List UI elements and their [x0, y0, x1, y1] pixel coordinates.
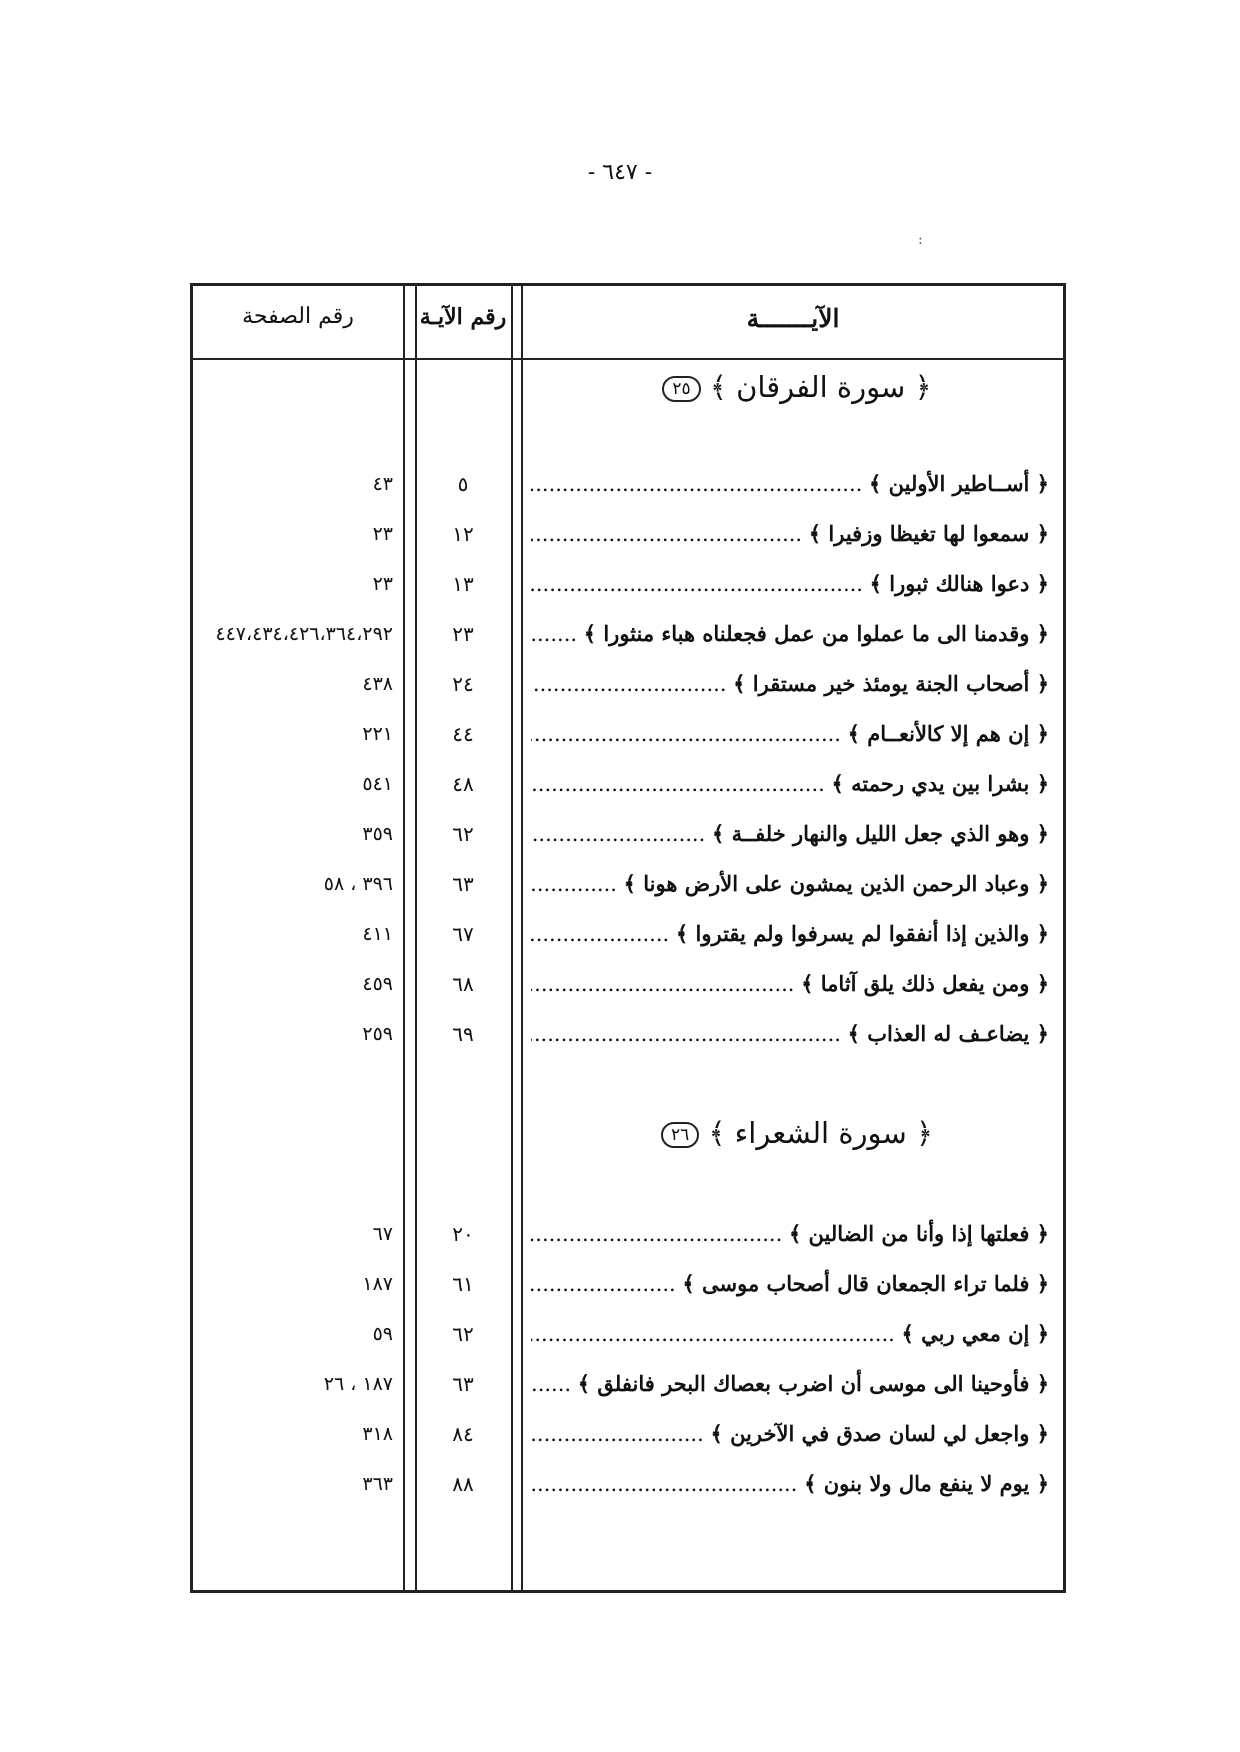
table-row: [193, 766, 1063, 802]
page-references: ٥٤١: [362, 773, 393, 795]
verse-text: ﴿ سمعوا لها تغيظا وزفيرا ﴾ .....: [531, 516, 1049, 552]
ayah-number: ٦١: [452, 1272, 474, 1296]
stray-mark: :: [918, 232, 923, 248]
page-references: ٤٣٨: [362, 673, 393, 695]
verse-text: ﴿ إن معي ربي ﴾ .....: [531, 1316, 1049, 1352]
page-references: ٤٥٩: [362, 973, 393, 995]
ayah-number: ٦٣: [452, 872, 474, 896]
ayah-number: ٦٧: [452, 922, 474, 946]
ayah-number: ١٣: [452, 572, 474, 596]
ayah-number: ٤٨: [452, 772, 474, 796]
page-references: ٢٥٩: [362, 1023, 393, 1045]
table-row: [193, 1216, 1063, 1252]
index-table: [190, 283, 1066, 1593]
ayah-number: ١٢: [452, 522, 474, 546]
page-references: ٥٩: [372, 1323, 393, 1345]
page-references: ٢٣: [372, 523, 393, 545]
ayah-number: ٤٤: [452, 722, 474, 746]
surah-number-badge: ٢٦: [661, 1122, 699, 1148]
table-row: [193, 1266, 1063, 1302]
page-references: ١٨٧: [362, 1273, 393, 1295]
ayah-number: ٦٨: [452, 972, 474, 996]
table-row: [193, 1416, 1063, 1452]
table-row: [193, 716, 1063, 752]
surah-heading: [523, 370, 1063, 404]
table-row: [193, 866, 1063, 902]
table-row: [193, 666, 1063, 702]
page-references: ٢٢١: [362, 723, 393, 745]
table-row: [193, 1016, 1063, 1052]
header-divider: [193, 358, 1063, 360]
ayah-number: ٦٣: [452, 1372, 474, 1396]
table-row: [193, 816, 1063, 852]
verse-text: ﴿ يوم لا ينفع مال ولا بنون ﴾ .....: [531, 1466, 1049, 1502]
verse-text: ﴿ وهو الذي جعل الليل والنهار خلفــة ﴾ .....: [531, 816, 1049, 852]
page-references: ٤١١: [362, 923, 393, 945]
verse-text: ﴿ أصحاب الجنة يومئذ خير مستقرا ﴾ .....: [531, 666, 1049, 702]
header-verse: الآيـــــــة: [746, 304, 840, 333]
ayah-number: ٢٤: [452, 672, 474, 696]
ayah-number: ٥: [457, 472, 469, 496]
ayah-number: ٢٣: [452, 622, 474, 646]
ayah-number: ٦٢: [452, 1322, 474, 1346]
ayah-number: ٨٤: [452, 1422, 474, 1446]
page-references: ١٨٧ ، ٢٦: [323, 1373, 393, 1395]
page-number: - ٦٤٧ -: [587, 160, 653, 185]
verse-text: ﴿ وقدمنا الى ما عملوا من عمل فجعلناه هباء منثورا ﴾ .....: [531, 616, 1049, 652]
verse-text: ﴿ أســاطير الأولين ﴾ .....: [531, 466, 1049, 502]
verse-text: ﴿ فأوحينا الى موسى أن اضرب بعصاك البحر فانفلق ﴾ .....: [531, 1366, 1049, 1402]
page-references: ٤٤٧،٤٣٤،٤٢٦،٣٦٤،٢٩٢: [215, 623, 393, 645]
table-row: [193, 466, 1063, 502]
verse-text: ﴿ دعوا هنالك ثبورا ﴾ .....: [531, 566, 1049, 602]
header-page-number: رقم الصفحة: [242, 304, 354, 329]
verse-text: ﴿ إن هم إلا كالأنعــام ﴾ .....: [531, 716, 1049, 752]
verse-text: ﴿ وعباد الرحمن الذين يمشون على الأرض هونا ﴾ .....: [531, 866, 1049, 902]
page-references: ٢٣: [372, 573, 393, 595]
surah-title: ﴿ سورة الشعراء ﴾: [708, 1116, 934, 1150]
table-row: [193, 1316, 1063, 1352]
verse-text: ﴿ ومن يفعل ذلك يلق آثاما ﴾ .....: [531, 966, 1049, 1002]
table-row: [193, 916, 1063, 952]
page-references: ٣٥٩: [362, 823, 393, 845]
surah-heading: [523, 1116, 1063, 1150]
table-row: [193, 516, 1063, 552]
page-references: ٣١٨: [362, 1423, 393, 1445]
ayah-number: ٦٩: [452, 1022, 474, 1046]
verse-text: ﴿ والذين إذا أنفقوا لم يسرفوا ولم يقتروا ﴾ .....: [531, 916, 1049, 952]
ayah-number: ٨٨: [452, 1472, 474, 1496]
page-references: ٦٧: [372, 1223, 393, 1245]
page-references: ٣٩٦ ، ٥٨: [323, 873, 393, 895]
table-row: [193, 1466, 1063, 1502]
verse-text: ﴿ فلما تراء الجمعان قال أصحاب موسى ﴾ .....: [531, 1266, 1049, 1302]
verse-text: ﴿ واجعل لي لسان صدق في الآخرين ﴾ .....: [531, 1416, 1049, 1452]
page-references: ٤٣: [372, 473, 393, 495]
verse-text: ﴿ يضاعـف له العذاب ﴾ .....: [531, 1016, 1049, 1052]
header-ayah-number: رقم الآيـة: [419, 304, 507, 330]
ayah-number: ٢٠: [452, 1222, 474, 1246]
surah-title: ﴿ سورة الفرقان ﴾: [709, 370, 932, 404]
table-row: [193, 1366, 1063, 1402]
table-row: [193, 966, 1063, 1002]
verse-text: ﴿ بشرا بين يدي رحمته ﴾ .....: [531, 766, 1049, 802]
verse-text: ﴿ فعلتها إذا وأنا من الضالين ﴾ .....: [531, 1216, 1049, 1252]
table-row: [193, 616, 1063, 652]
surah-number-badge: ٢٥: [662, 376, 700, 402]
table-row: [193, 566, 1063, 602]
ayah-number: ٦٢: [452, 822, 474, 846]
page-references: ٣٦٣: [362, 1473, 393, 1495]
